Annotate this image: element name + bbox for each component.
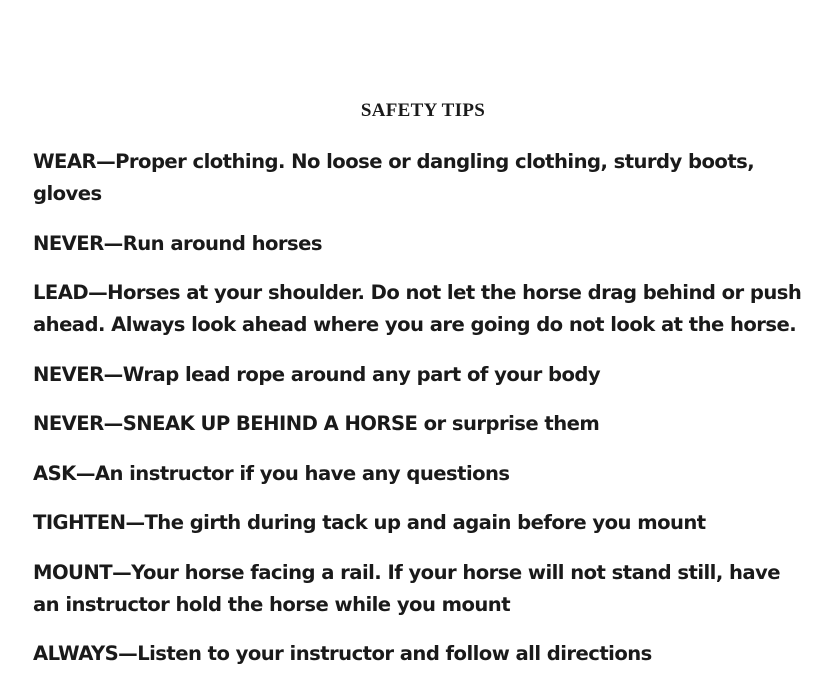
- tip-keyword: WEAR: [33, 150, 97, 173]
- tip-never-run: [33, 228, 803, 260]
- tip-text: Wrap lead rope around any part of your body: [122, 362, 601, 386]
- tip-separator: [104, 363, 123, 386]
- tip-keyword: MOUNT: [33, 560, 113, 584]
- tip-ask: [33, 458, 803, 490]
- tip-mount: [33, 557, 803, 621]
- tip-never-wrap: [33, 359, 803, 391]
- tip-text: SNEAK UP BEHIND A HORSE or surprise them: [122, 412, 600, 435]
- tip-separator: [104, 412, 123, 435]
- tip-separator: [112, 561, 131, 584]
- tip-separator: [96, 150, 115, 173]
- safety-tips-list: [33, 146, 803, 688]
- tip-wear: [33, 146, 803, 210]
- tip-separator: [104, 232, 123, 255]
- tip-text: Your horse facing a rail. If your horse will not stand still, have an instructor hold the horse while you mount: [33, 560, 781, 616]
- tip-keyword: TIGHTEN: [33, 511, 126, 534]
- document-title: SAFETY TIPS: [360, 100, 486, 121]
- tip-text: An instructor if you have any questions: [94, 461, 510, 485]
- tip-keyword: NEVER: [33, 231, 104, 255]
- tip-separator: [88, 281, 107, 304]
- tip-keyword: LEAD: [33, 281, 89, 304]
- tip-keyword: ALWAYS: [33, 642, 119, 665]
- tip-lead: [33, 277, 803, 341]
- tip-text: The girth during tack up and again before you mount: [144, 511, 706, 534]
- tip-separator: [118, 642, 137, 665]
- tip-keyword: ASK: [33, 461, 76, 485]
- tip-separator: [76, 462, 95, 485]
- tip-text: Proper clothing. No loose or dangling clothing, sturdy boots, gloves: [33, 150, 755, 205]
- tip-text: Run around horses: [122, 231, 322, 255]
- tip-always: [33, 638, 803, 670]
- tip-keyword: NEVER: [33, 362, 104, 386]
- tip-text: Horses at your shoulder. Do not let the horse drag behind or push ahead. Always look ahead where you are going do not look at the horse.: [33, 281, 802, 336]
- tip-separator: [125, 511, 144, 534]
- tip-never-sneak: [33, 408, 803, 440]
- tip-tighten: [33, 507, 803, 539]
- tip-keyword: NEVER: [33, 412, 104, 435]
- tip-text: Listen to your instructor and follow all directions: [137, 642, 652, 665]
